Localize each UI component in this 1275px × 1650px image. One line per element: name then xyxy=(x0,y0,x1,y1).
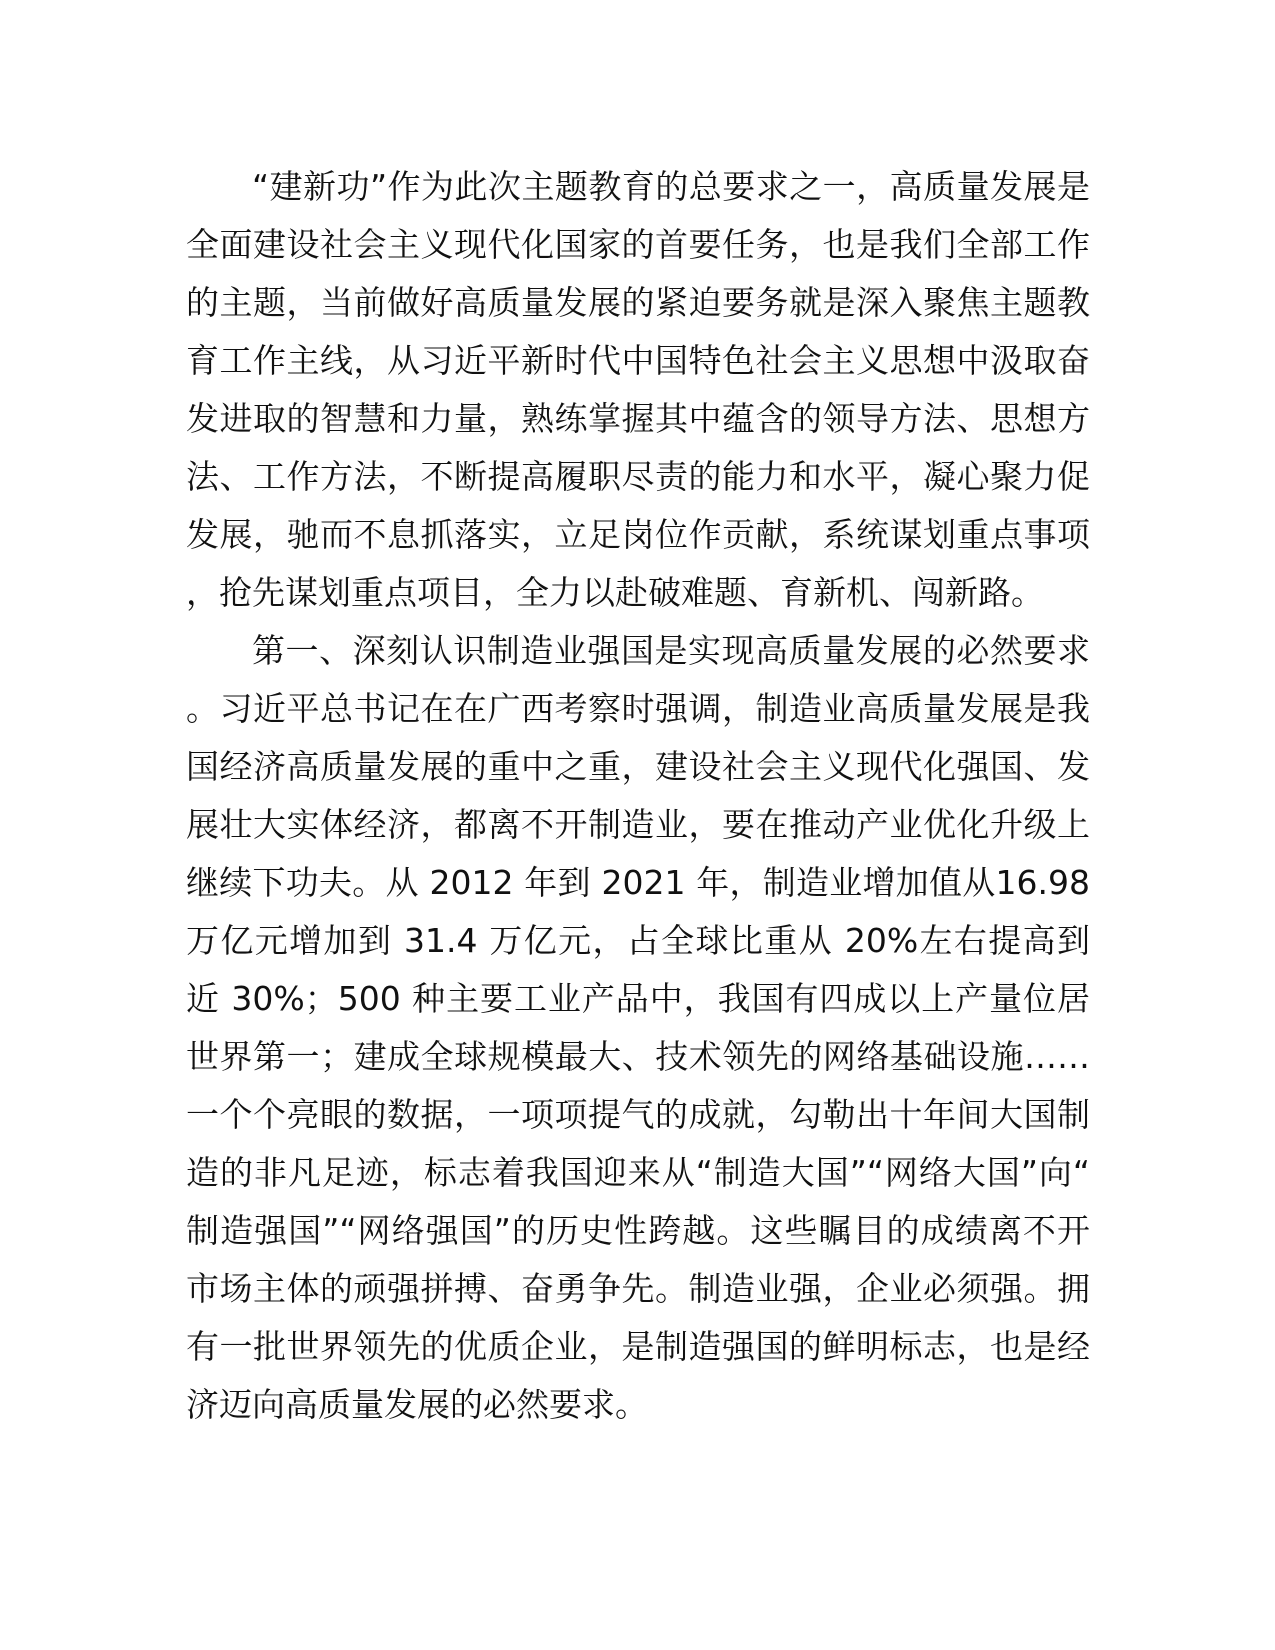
document-body xyxy=(186,158,1090,1434)
paragraph-intro: “建新功”作为此次主题教育的总要求之一，高质量发展是全面建设社会主义现代化国家的首要任务，也是我们全部工作的主题，当前做好高质量发展的紧迫要务就是深入聚焦主题教育工作主线，从习近平新时代中国特色社会主义思想中汲取奋发进取的智慧和力量，熟练掌握其中蕴含的领导方法、思想方法、工作方法，不断提高履职尽责的能力和水平，凝心聚力促发展，驰而不息抓落实，立足岗位作贡献，系统谋划重点事项，抢先谋划重点项目，全力以赴破难题、育新机、闯新路。 xyxy=(186,167,1090,612)
paragraph-first-point: 第一、深刻认识制造业强国是实现高质量发展的必然要求。习近平总书记在在广西考察时强调，制造业高质量发展是我国经济高质量发展的重中之重，建设社会主义现代化强国、发展壮大实体经济，都离不开制造业，要在推动产业优化升级上继续下功夫。从 2012 年到 2021 年，制造业增加值从16.98 万亿元增加到 31.4 万亿元，占全球比重从 20%左右提高到近 30%；500 种主要工业产品中，我国有四成以上产量位居世界第一；建成全球规模最大、技术领先的网络基础设施……一个个亮眼的数据，一项项提气的成就，勾勒出十年间大国制造的非凡足迹，标志着我国迎来从“制造大国”“网络大国”向“制造强国”“网络强国”的历史性跨越。这些瞩目的成绩离不开市场主体的顽强拼搏、奋勇争先。制造业强，企业必须强。拥有一批世界领先的优质企业，是制造强国的鲜明标志，也是经济迈向高质量发展的必然要求。 xyxy=(186,631,1090,1424)
